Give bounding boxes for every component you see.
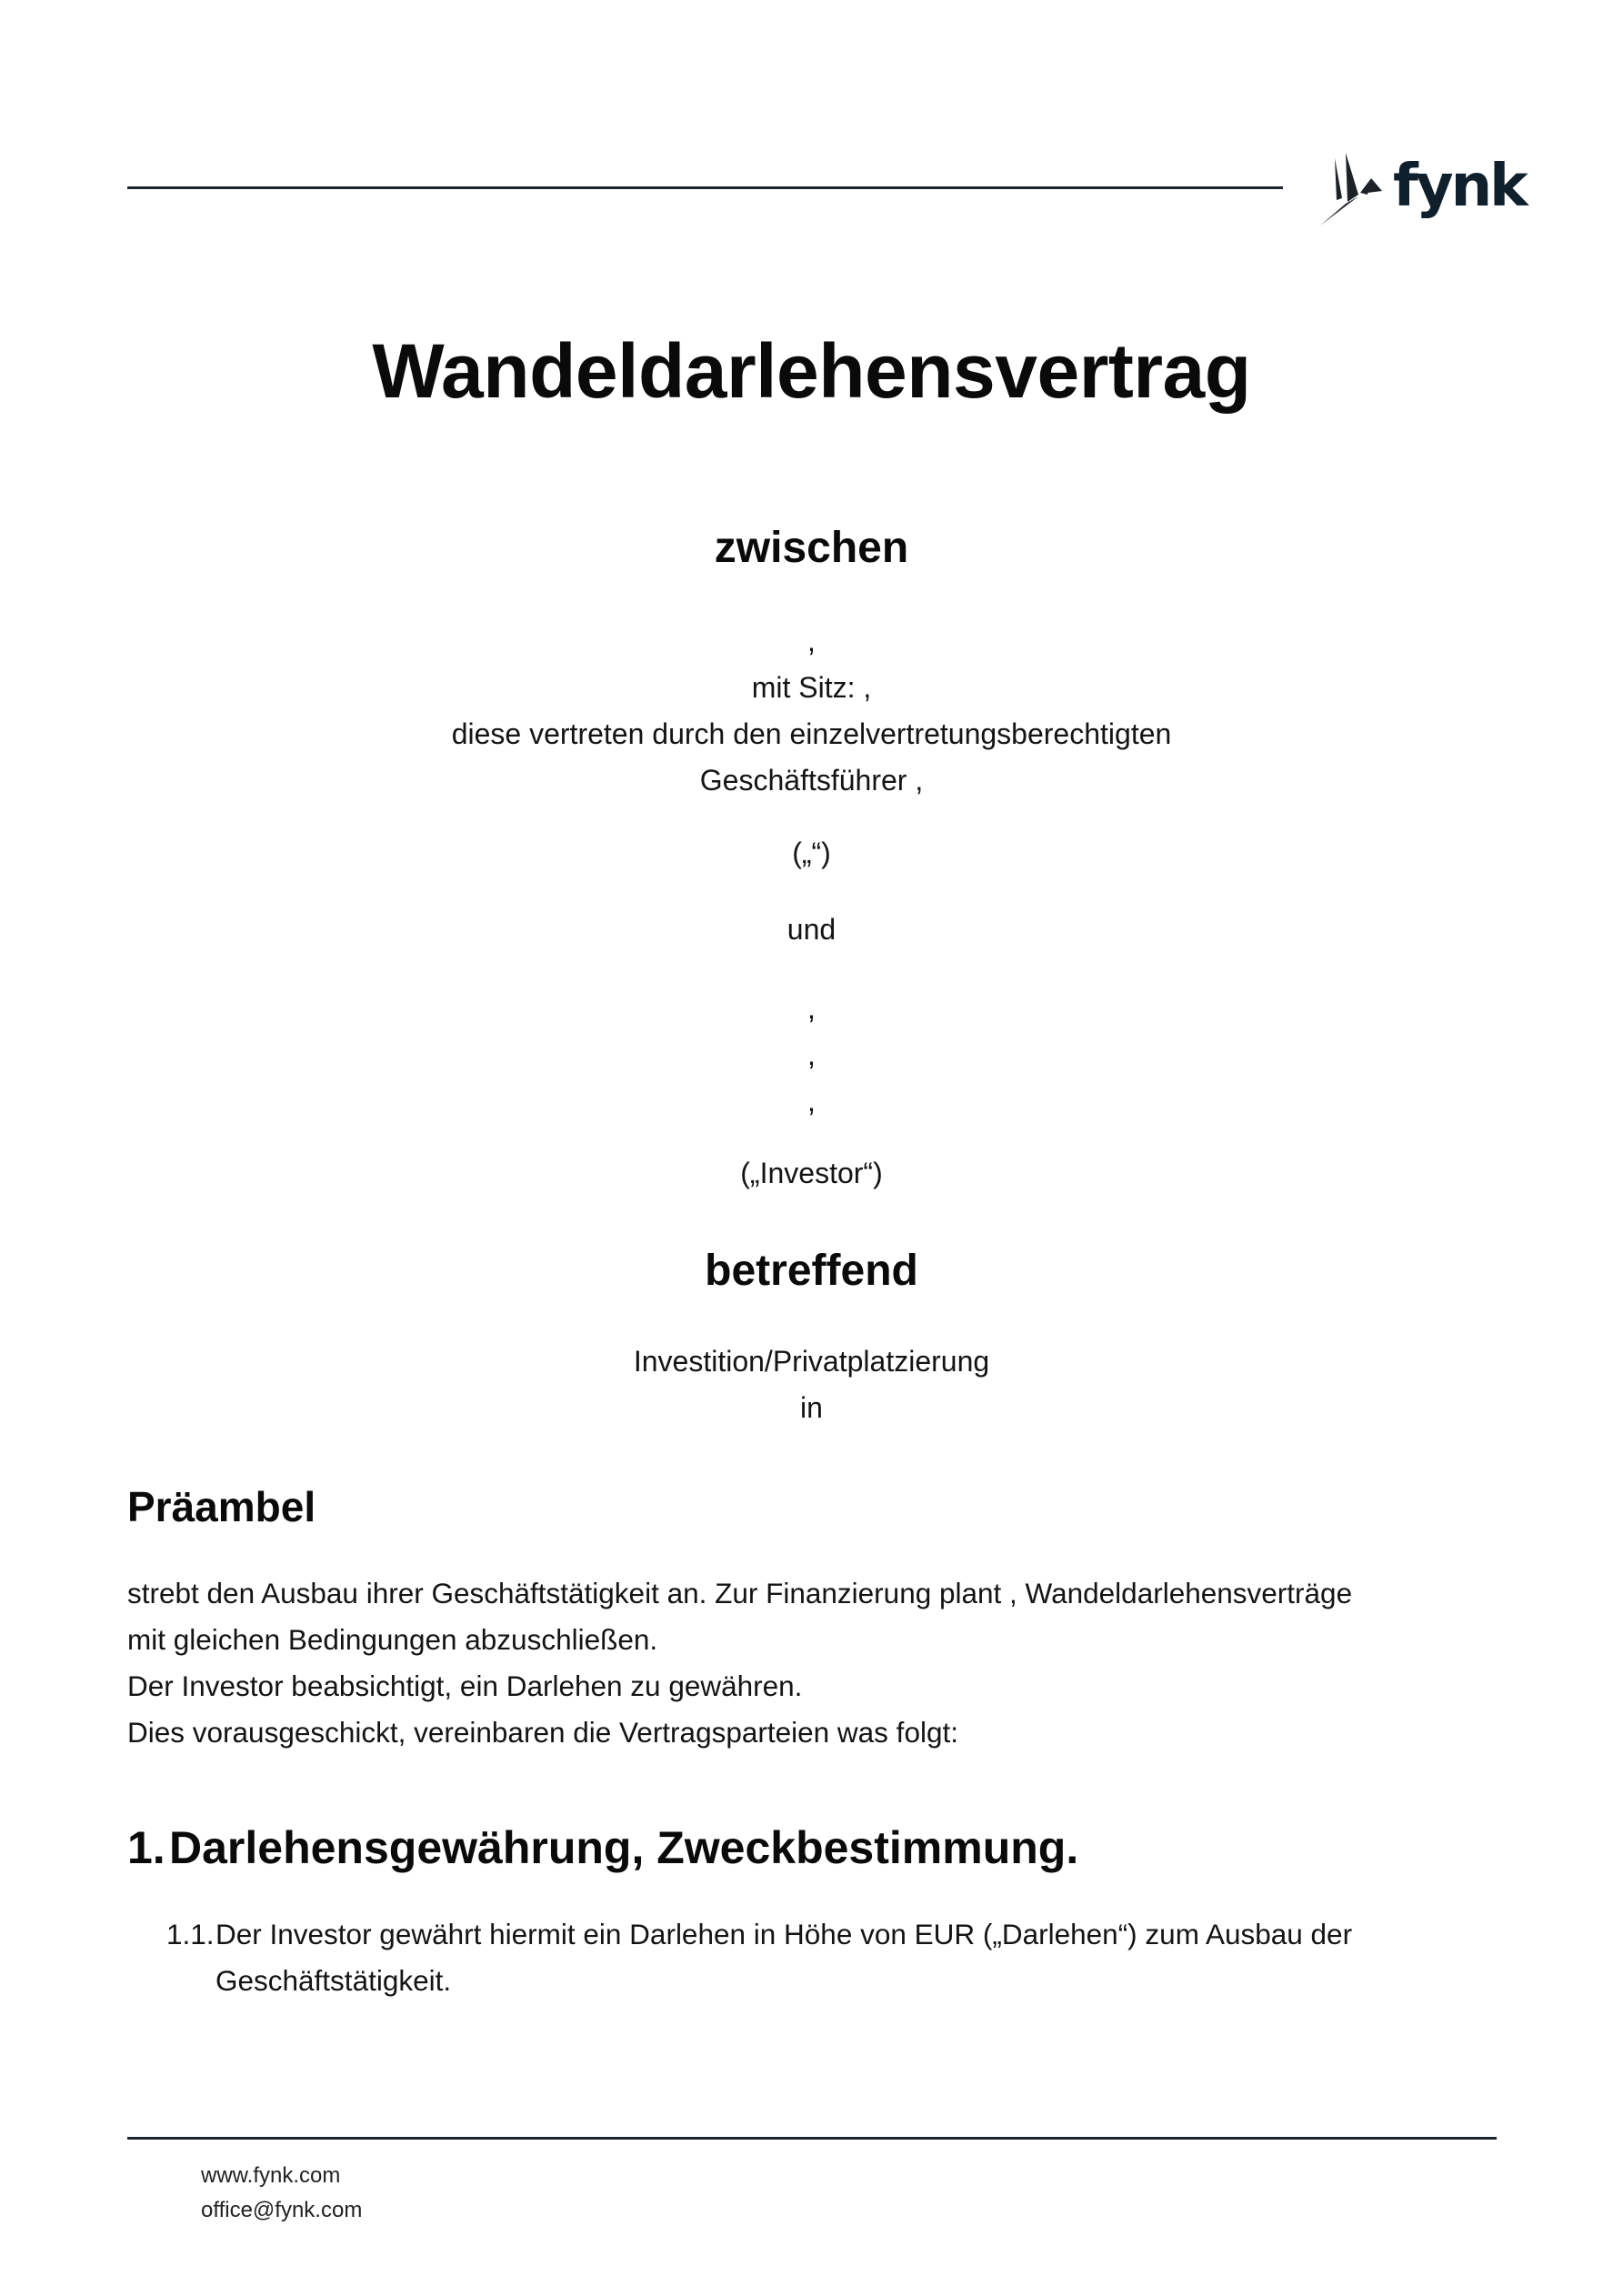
preamble-body bbox=[127, 1570, 1500, 1756]
footer-website[interactable]: www.fynk.com bbox=[201, 2163, 341, 2188]
party2-line: , bbox=[807, 1085, 816, 1118]
section-number: 1. bbox=[127, 1822, 165, 1873]
section-heading bbox=[127, 1821, 1500, 1874]
preamble-line: strebt den Ausbau ihrer Geschäftstätigkeit an. Zur Finanzierung plant , Wandeldarlehensverträge bbox=[127, 1577, 1353, 1609]
party1-line: , bbox=[807, 625, 816, 657]
preamble-line: Der Investor beabsichtigt, ein Darlehen zu gewähren. bbox=[127, 1669, 803, 1702]
fynk-logo bbox=[1318, 151, 1526, 232]
party1-alias: („“) bbox=[792, 837, 831, 869]
concerning-heading: betreffend bbox=[705, 1247, 918, 1295]
party2-line: , bbox=[807, 1038, 816, 1071]
footer-rule bbox=[127, 2137, 1497, 2140]
concerning-line: in bbox=[800, 1391, 823, 1424]
party1-line: diese vertreten durch den einzelvertretungsberechtigten bbox=[451, 717, 1172, 750]
party2-block bbox=[0, 986, 1623, 1125]
preamble-line: Dies vorausgeschickt, vereinbaren die Vertragsparteien was folgt: bbox=[127, 1716, 958, 1749]
footer-email[interactable]: office@fynk.com bbox=[201, 2198, 363, 2222]
preamble-line: mit gleichen Bedingungen abzuschließen. bbox=[127, 1623, 658, 1656]
clause-item bbox=[166, 1911, 1458, 2004]
clause-text: Der Investor gewährt hiermit ein Darlehen in Höhe von EUR („Darlehen“) zum Ausbau der Geschäftstätigkeit. bbox=[215, 1918, 1353, 1997]
party1-line: mit Sitz: , bbox=[751, 671, 872, 704]
party1-block bbox=[0, 618, 1623, 804]
document-title: Wandeldarlehensvertrag bbox=[372, 328, 1251, 414]
party2-alias: („Investor“) bbox=[740, 1157, 883, 1189]
concerning-line: Investition/Privatplatzierung bbox=[633, 1345, 990, 1378]
origami-bird-icon bbox=[1318, 151, 1384, 232]
preamble-heading: Präambel bbox=[127, 1483, 316, 1530]
clause-number: 1.1. bbox=[166, 1918, 215, 1950]
party1-line: Geschäftsführer , bbox=[699, 764, 924, 797]
between-heading: zwischen bbox=[714, 524, 909, 572]
concerning-block bbox=[0, 1338, 1623, 1431]
and-label: und bbox=[786, 913, 837, 946]
header-rule bbox=[127, 186, 1283, 189]
section-title: Darlehensgewährung, Zweckbestimmung. bbox=[169, 1822, 1079, 1873]
party2-line: , bbox=[807, 992, 816, 1025]
logo-wordmark: fynk bbox=[1393, 152, 1526, 220]
